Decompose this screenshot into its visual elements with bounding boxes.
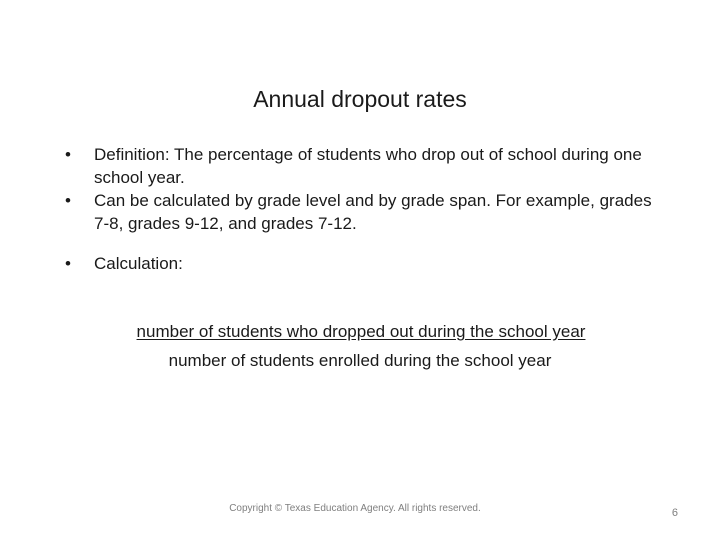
bullet-item-definition [62, 143, 662, 189]
bullet-dot-icon: • [65, 145, 71, 164]
slide-title: Annual dropout rates [253, 86, 467, 112]
bullet-item-calculated-by [62, 189, 662, 235]
bullet-text: Definition: The percentage of students who drop out of school during one school year. [94, 145, 642, 187]
bullet-text: Can be calculated by grade level and by grade span. For example, grades 7-8, grades 9-12, and grades 7-12. [94, 191, 652, 233]
copyright-footer: Copyright © Texas Education Agency. All rights reserved. [229, 503, 481, 514]
dropout-rate-formula [0, 317, 720, 375]
formula-denominator: number of students enrolled during the school year [168, 351, 552, 370]
bullet-text: Calculation: [94, 254, 183, 273]
bullet-dot-icon: • [65, 254, 71, 273]
bullet-item-calculation [62, 252, 662, 275]
formula-numerator: number of students who dropped out during the school year [136, 322, 586, 341]
bullet-list [62, 143, 662, 275]
page-number: 6 [671, 507, 678, 519]
bullet-dot-icon: • [65, 191, 71, 210]
